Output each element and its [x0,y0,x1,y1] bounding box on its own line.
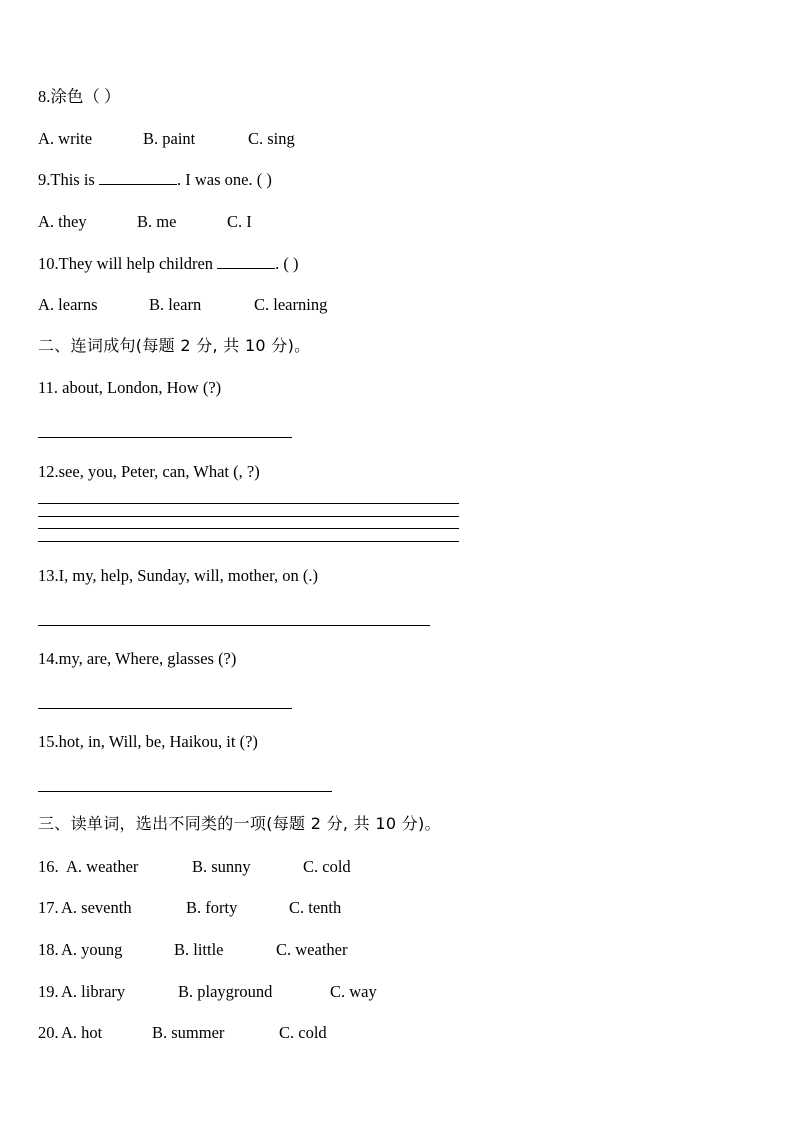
option-a: A. learns [38,295,98,314]
option-a: A. seventh [61,898,132,917]
question-15-stem: 15.hot, in, Will, be, Haikou, it (?) [38,732,258,751]
question-10-suffix: . ( ) [275,254,299,273]
option-b: B. paint [143,129,196,148]
answer-line [38,791,332,792]
section-2-heading: 二、连词成句(每题 2 分, 共 10 分)。 [38,336,311,355]
question-number: 17. [38,898,59,917]
question-10-stem [38,254,299,274]
option-c: C. cold [303,857,351,876]
option-a: A. hot [61,1023,103,1042]
section-3-heading: 三、读单词，选出不同类的一项(每题 2 分, 共 10 分)。 [38,814,441,833]
answer-line [38,503,459,504]
option-c: C. way [330,982,377,1001]
option-b: B. summer [152,1023,225,1042]
answer-blank [99,170,177,185]
option-c: C. I [227,212,252,231]
answer-line [38,437,292,438]
answer-line [38,708,292,709]
option-b: B. playground [178,982,273,1001]
question-number: 19. [38,982,59,1001]
option-b: B. me [137,212,177,231]
question-9-stem [38,170,272,190]
question-12-stem: 12.see, you, Peter, can, What (, ?) [38,462,260,481]
option-b: B. sunny [192,857,251,876]
option-c: C. sing [248,129,295,148]
option-c: C. learning [254,295,328,314]
option-c: C. tenth [289,898,342,917]
question-8-stem: 8.涂色（ ） [38,87,121,106]
answer-line [38,625,430,626]
question-14-stem: 14.my, are, Where, glasses (?) [38,649,237,668]
answer-line [38,541,459,542]
question-number: 16. [38,857,59,876]
option-a: A. young [61,940,123,959]
option-a: A. library [61,982,126,1001]
question-10-prefix: 10.They will help children [38,254,218,273]
option-c: C. cold [279,1023,327,1042]
answer-blank [217,254,275,269]
option-a: A. weather [66,857,139,876]
question-9-prefix: 9.This is [38,170,99,189]
answer-line [38,516,459,517]
question-number: 18. [38,940,59,959]
question-11-stem: 11. about, London, How (?) [38,378,222,397]
option-b: B. little [174,940,224,959]
option-a: A. write [38,129,93,148]
answer-line [38,528,459,529]
option-b: B. learn [149,295,202,314]
question-9-suffix: . I was one. ( ) [176,170,272,189]
option-b: B. forty [186,898,238,917]
question-number: 20. [38,1023,59,1042]
option-c: C. weather [276,940,348,959]
question-13-stem: 13.I, my, help, Sunday, will, mother, on (.) [38,566,318,585]
option-a: A. they [38,212,87,231]
